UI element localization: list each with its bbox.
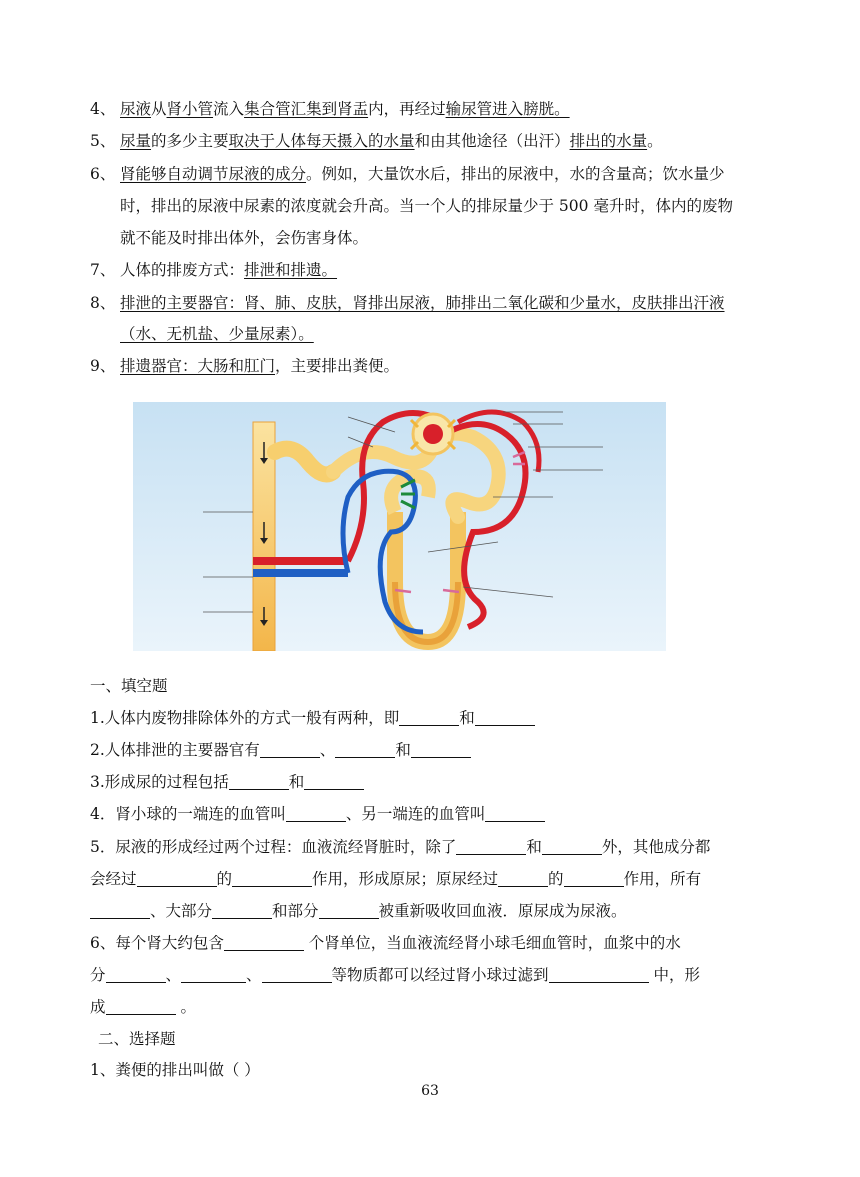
answer-blank[interactable] xyxy=(262,966,332,983)
choice-q1: 1、粪便的排出叫做（ ） xyxy=(90,1061,260,1079)
answer-blank[interactable] xyxy=(106,998,176,1015)
fill-q3: 3.形成尿的过程包括 和 xyxy=(90,771,364,793)
answer-blank[interactable] xyxy=(549,966,649,983)
fill-q5-line2: 会经过 的 作用，形成原尿；原尿经过 的 作用，所有 xyxy=(90,870,702,888)
answer-blank[interactable] xyxy=(456,838,526,855)
fill-q6: 6、每个肾大约包含 个肾单位，当血液流经肾小球毛细血管时，血浆中的水 xyxy=(90,934,681,952)
note-9: 9、 排遗器官：大肠和肛门，主要排出粪便。 xyxy=(90,357,400,375)
note-5: 5、 尿量的多少主要取决于人体每天摄入的水量和由其他途径（出汗）排出的水量。 xyxy=(90,132,663,150)
answer-blank[interactable] xyxy=(212,902,272,919)
note-6-line3: 就不能及时排出体外，会伤害身体。 xyxy=(120,229,369,247)
note-7: 7、 人体的排废方式：排泄和排遗。 xyxy=(90,261,338,279)
fill-q2: 2.人体排泄的主要器官有 、 和 xyxy=(90,739,471,761)
answer-blank[interactable] xyxy=(475,709,535,726)
note-8: 8、 排泄的主要器官：肾、肺、皮肤，肾排出尿液，肺排出二氧化碳和少量水，皮肤排出汗液 xyxy=(90,294,725,312)
answer-blank[interactable] xyxy=(564,870,624,887)
answer-blank[interactable] xyxy=(229,773,289,790)
answer-blank[interactable] xyxy=(304,773,364,790)
nephron-diagram xyxy=(133,402,666,651)
answer-blank[interactable] xyxy=(137,870,217,887)
fill-q5-line3: 、大部分 和部分 被重新吸收回血液．原尿成为尿液。 xyxy=(90,900,627,922)
choice-heading: 二、选择题 xyxy=(98,1030,176,1048)
page-number: 63 xyxy=(421,1083,439,1099)
answer-blank[interactable] xyxy=(485,805,545,822)
answer-blank[interactable] xyxy=(411,741,471,758)
fill-q4: 4．肾小球的一端连的血管叫 、另一端连的血管叫 xyxy=(90,803,545,825)
answer-blank[interactable] xyxy=(232,870,312,887)
note-6-line2: 时，排出的尿液中尿素的浓度就会升高。当一个人的排尿量少于 500 毫升时，体内的废物 xyxy=(120,197,733,215)
fill-heading: 一、填空题 xyxy=(90,677,168,695)
answer-blank[interactable] xyxy=(399,709,459,726)
answer-blank[interactable] xyxy=(498,870,548,887)
fill-q1: 1.人体内废物排除体外的方式一般有两种，即 和 xyxy=(90,707,535,729)
answer-blank[interactable] xyxy=(106,966,166,983)
answer-blank[interactable] xyxy=(335,741,395,758)
answer-blank[interactable] xyxy=(260,741,320,758)
answer-blank[interactable] xyxy=(90,902,150,919)
answer-blank[interactable] xyxy=(319,902,379,919)
answer-blank[interactable] xyxy=(286,805,346,822)
answer-blank[interactable] xyxy=(542,838,602,855)
answer-blank[interactable] xyxy=(224,934,304,951)
nephron-icon xyxy=(133,402,666,651)
answer-blank[interactable] xyxy=(181,966,246,983)
note-8-line2: （水、无机盐、少量尿素）。 xyxy=(120,325,314,343)
fill-q6-line3: 成 。 xyxy=(90,998,196,1016)
fill-q5: 5．尿液的形成经过两个过程：血液流经肾脏时，除了 和 外，其他成分都 xyxy=(90,838,711,856)
fill-q6-line2: 分 、 、 等物质都可以经过肾小球过滤到 中，形 xyxy=(90,966,700,984)
note-4: 4、 尿液从肾小管流入集合管汇集到肾盂内，再经过输尿管进入膀胱。 xyxy=(90,100,570,118)
note-6: 6、 肾能够自动调节尿液的成分。例如，大量饮水后，排出的尿液中，水的含量高；饮水量少 xyxy=(90,165,725,183)
